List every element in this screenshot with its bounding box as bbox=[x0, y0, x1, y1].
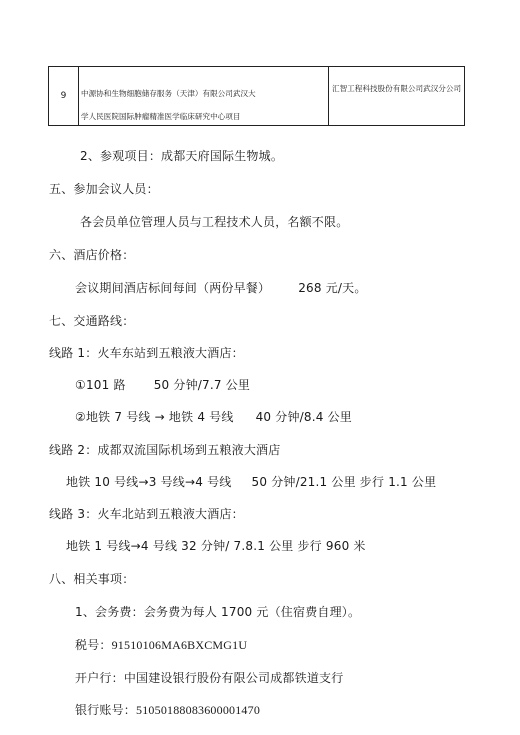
section6-body bbox=[75, 279, 367, 296]
visit-project-line: 2、参观项目：成都天府国际生物城。 bbox=[80, 149, 284, 163]
section7-heading: 七、交通路线： bbox=[49, 314, 135, 328]
section8-heading: 八、相关事项： bbox=[49, 572, 135, 586]
project-name-cell bbox=[79, 67, 329, 125]
project-name-line2: 学人民医院国际肿瘤精准医学临床研究中心项目 bbox=[81, 112, 241, 121]
account-label: 银行账号： bbox=[75, 703, 137, 717]
route2-info: 50 分钟/21.1 公里 步行 1.1 公里 bbox=[251, 475, 437, 489]
tax-value: 91510106MA6BXCMG1U bbox=[111, 638, 248, 652]
route3-title: 线路 3：火车北站到五粮液大酒店： bbox=[49, 507, 244, 521]
row-number-cell: 9 bbox=[49, 67, 79, 125]
company-name-cell: 汇智工程科技股份有限公司武汉分公司 bbox=[332, 84, 462, 93]
hotel-price-description: 会议期间酒店标间每间（两份早餐） bbox=[75, 281, 271, 295]
route1-option1 bbox=[75, 376, 250, 393]
fee-line: 1、会务费：会务费为每人 1700 元（住宿费自理）。 bbox=[75, 605, 361, 619]
route1-option2-info: 40 分钟/8.4 公里 bbox=[255, 410, 353, 424]
route1-option2 bbox=[75, 408, 352, 425]
section5-heading: 五、参加会议人员： bbox=[49, 182, 159, 196]
bank-label: 开户行： bbox=[75, 671, 124, 685]
route3-detail: 地铁 1 号线→4 号线 32 分钟/ 7.8.1 公里 步行 960 米 bbox=[66, 539, 366, 553]
route2-name: 地铁 10 号线→3 号线→4 号线 bbox=[66, 475, 232, 489]
tax-line bbox=[75, 636, 247, 653]
account-value: 51050188083600001470 bbox=[136, 703, 261, 717]
account-line bbox=[75, 701, 260, 718]
bank-line bbox=[75, 669, 343, 686]
hotel-price-value: 268 元/天。 bbox=[298, 281, 367, 295]
project-table-row bbox=[48, 66, 465, 126]
route1-option1-name: ①101 路 bbox=[75, 378, 126, 392]
route1-option2-name: ②地铁 7 号线 → 地铁 4 号线 bbox=[75, 410, 234, 424]
route1-title: 线路 1：火车东站到五粮液大酒店： bbox=[49, 346, 244, 360]
route2-title: 线路 2：成都双流国际机场到五粮液大酒店 bbox=[49, 443, 281, 457]
route1-option1-info: 50 分钟/7.7 公里 bbox=[153, 378, 251, 392]
route2-detail bbox=[66, 473, 436, 490]
bank-value: 中国建设银行股份有限公司成都铁道支行 bbox=[123, 671, 344, 685]
section6-heading: 六、酒店价格： bbox=[49, 248, 135, 262]
section5-body: 各会员单位管理人员与工程技术人员，名额不限。 bbox=[80, 215, 349, 229]
tax-label: 税号： bbox=[75, 638, 112, 652]
project-name-line1: 中源协和生物细胞储存服务（天津）有限公司武汉大 bbox=[81, 89, 256, 98]
